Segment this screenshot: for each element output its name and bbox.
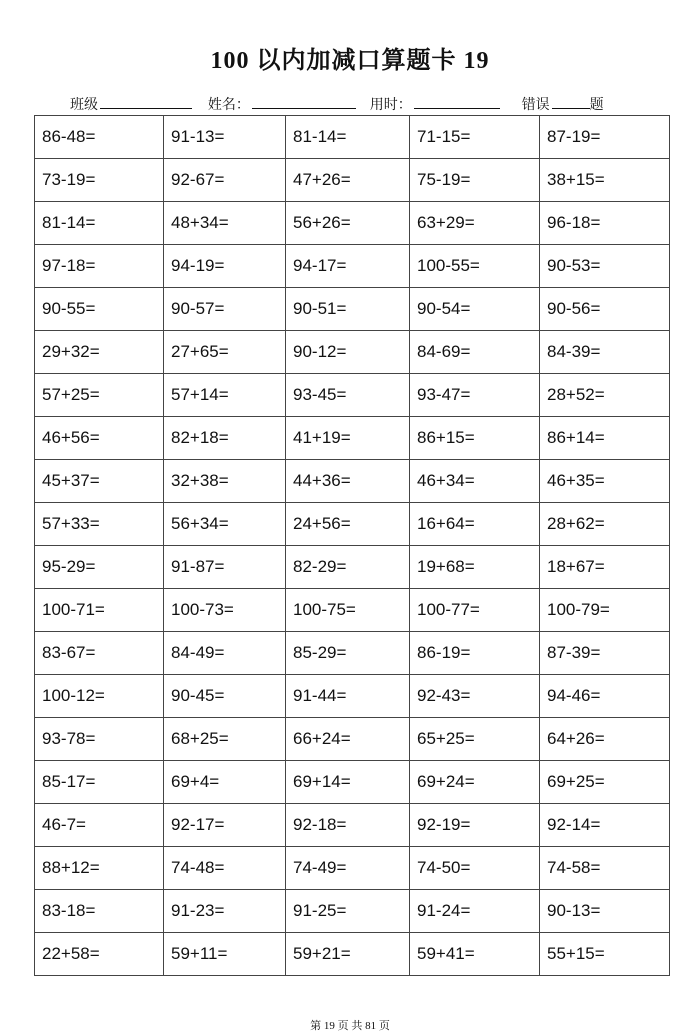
problem-cell: 87-39= [540, 632, 670, 675]
problem-row [35, 460, 670, 503]
problem-cell: 71-15= [410, 116, 540, 159]
problem-cell: 94-19= [164, 245, 286, 288]
problem-cell: 47+26= [286, 159, 410, 202]
problem-row [35, 503, 670, 546]
problem-row [35, 245, 670, 288]
problem-cell: 29+32= [35, 331, 164, 374]
problem-cell: 63+29= [410, 202, 540, 245]
problem-row [35, 288, 670, 331]
problem-cell: 84-69= [410, 331, 540, 374]
time-field [370, 94, 500, 114]
problem-row [35, 417, 670, 460]
problem-cell: 90-55= [35, 288, 164, 331]
problem-cell: 69+25= [540, 761, 670, 804]
page-title: 100 以内加减口算题卡 19 [210, 48, 490, 74]
problem-cell: 91-87= [164, 546, 286, 589]
problem-cell: 86-48= [35, 116, 164, 159]
problem-row [35, 546, 670, 589]
problem-cell: 46+34= [410, 460, 540, 503]
problem-cell: 46+35= [540, 460, 670, 503]
errors-field [522, 94, 604, 114]
problem-cell: 85-17= [35, 761, 164, 804]
problem-cell: 28+62= [540, 503, 670, 546]
problem-cell: 24+56= [286, 503, 410, 546]
problem-row [35, 202, 670, 245]
problem-cell: 93-45= [286, 374, 410, 417]
problem-cell: 100-73= [164, 589, 286, 632]
name-label: 姓名： [207, 96, 250, 112]
problem-cell: 90-12= [286, 331, 410, 374]
problem-cell: 93-78= [35, 718, 164, 761]
problem-cell: 90-54= [410, 288, 540, 331]
problem-cell: 91-23= [164, 890, 286, 933]
problem-cell: 64+26= [540, 718, 670, 761]
problem-cell: 59+41= [410, 933, 540, 976]
problem-cell: 90-51= [286, 288, 410, 331]
time-label: 用时： [369, 96, 412, 112]
time-blank[interactable] [414, 94, 500, 109]
page-footer: 第 19 页 共 81 页 [310, 1020, 390, 1032]
problem-row [35, 847, 670, 890]
problem-cell: 56+26= [286, 202, 410, 245]
name-blank[interactable] [252, 94, 356, 109]
problem-cell: 82+18= [164, 417, 286, 460]
problem-row [35, 331, 670, 374]
errors-suffix: 题 [589, 96, 604, 112]
problem-cell: 75-19= [410, 159, 540, 202]
problem-cell: 100-55= [410, 245, 540, 288]
errors-label: 错误 [521, 96, 550, 112]
problem-row [35, 933, 670, 976]
problem-cell: 87-19= [540, 116, 670, 159]
problem-cell: 65+25= [410, 718, 540, 761]
problem-cell: 91-44= [286, 675, 410, 718]
problem-cell: 19+68= [410, 546, 540, 589]
problem-cell: 92-14= [540, 804, 670, 847]
problem-cell: 55+15= [540, 933, 670, 976]
problem-cell: 88+12= [35, 847, 164, 890]
problem-cell: 46+56= [35, 417, 164, 460]
problem-row [35, 374, 670, 417]
problem-cell: 22+58= [35, 933, 164, 976]
problem-cell: 44+36= [286, 460, 410, 503]
problem-cell: 83-18= [35, 890, 164, 933]
problem-cell: 57+14= [164, 374, 286, 417]
problem-cell: 82-29= [286, 546, 410, 589]
problem-cell: 92-18= [286, 804, 410, 847]
problem-cell: 66+24= [286, 718, 410, 761]
problem-row [35, 116, 670, 159]
problem-cell: 59+11= [164, 933, 286, 976]
problem-cell: 90-57= [164, 288, 286, 331]
problem-cell: 90-13= [540, 890, 670, 933]
name-field [208, 94, 356, 114]
problem-cell: 81-14= [286, 116, 410, 159]
problem-cell: 73-19= [35, 159, 164, 202]
class-field [70, 94, 192, 114]
problem-cell: 69+4= [164, 761, 286, 804]
problem-cell: 91-25= [286, 890, 410, 933]
problem-row [35, 804, 670, 847]
problem-cell: 83-67= [35, 632, 164, 675]
problem-cell: 90-56= [540, 288, 670, 331]
problem-cell: 74-48= [164, 847, 286, 890]
problem-cell: 97-18= [35, 245, 164, 288]
problem-cell: 85-29= [286, 632, 410, 675]
problem-cell: 46-7= [35, 804, 164, 847]
problem-cell: 90-45= [164, 675, 286, 718]
problem-cell: 38+15= [540, 159, 670, 202]
problem-cell: 57+25= [35, 374, 164, 417]
class-label: 班级 [70, 96, 98, 112]
problem-cell: 41+19= [286, 417, 410, 460]
errors-blank[interactable] [552, 94, 590, 109]
problem-grid [34, 115, 670, 976]
problem-cell: 69+24= [410, 761, 540, 804]
problem-cell: 16+64= [410, 503, 540, 546]
problem-row [35, 589, 670, 632]
problem-cell: 92-19= [410, 804, 540, 847]
problem-cell: 68+25= [164, 718, 286, 761]
problem-cell: 69+14= [286, 761, 410, 804]
problem-cell: 90-53= [540, 245, 670, 288]
problem-cell: 59+21= [286, 933, 410, 976]
problem-cell: 74-50= [410, 847, 540, 890]
problem-cell: 32+38= [164, 460, 286, 503]
class-blank[interactable] [100, 94, 192, 109]
problem-cell: 84-49= [164, 632, 286, 675]
problem-row [35, 675, 670, 718]
problem-cell: 92-43= [410, 675, 540, 718]
problem-cell: 48+34= [164, 202, 286, 245]
problem-cell: 100-77= [410, 589, 540, 632]
problem-cell: 96-18= [540, 202, 670, 245]
problem-cell: 100-79= [540, 589, 670, 632]
problem-cell: 94-46= [540, 675, 670, 718]
problem-cell: 57+33= [35, 503, 164, 546]
problem-cell: 93-47= [410, 374, 540, 417]
problem-row [35, 632, 670, 675]
problem-cell: 86+14= [540, 417, 670, 460]
problem-cell: 100-71= [35, 589, 164, 632]
problem-cell: 45+37= [35, 460, 164, 503]
problem-cell: 86+15= [410, 417, 540, 460]
problem-cell: 81-14= [35, 202, 164, 245]
problem-cell: 91-24= [410, 890, 540, 933]
problem-cell: 84-39= [540, 331, 670, 374]
problem-cell: 100-75= [286, 589, 410, 632]
problem-cell: 28+52= [540, 374, 670, 417]
problem-grid-body [35, 116, 670, 976]
problem-cell: 95-29= [35, 546, 164, 589]
problem-cell: 27+65= [164, 331, 286, 374]
problem-cell: 86-19= [410, 632, 540, 675]
problem-cell: 92-17= [164, 804, 286, 847]
problem-cell: 92-67= [164, 159, 286, 202]
problem-row [35, 159, 670, 202]
problem-cell: 94-17= [286, 245, 410, 288]
problem-row [35, 761, 670, 804]
problem-cell: 91-13= [164, 116, 286, 159]
problem-cell: 74-58= [540, 847, 670, 890]
problem-row [35, 718, 670, 761]
problem-cell: 74-49= [286, 847, 410, 890]
problem-cell: 100-12= [35, 675, 164, 718]
student-info-line [70, 94, 612, 114]
problem-row [35, 890, 670, 933]
problem-cell: 18+67= [540, 546, 670, 589]
problem-cell: 56+34= [164, 503, 286, 546]
